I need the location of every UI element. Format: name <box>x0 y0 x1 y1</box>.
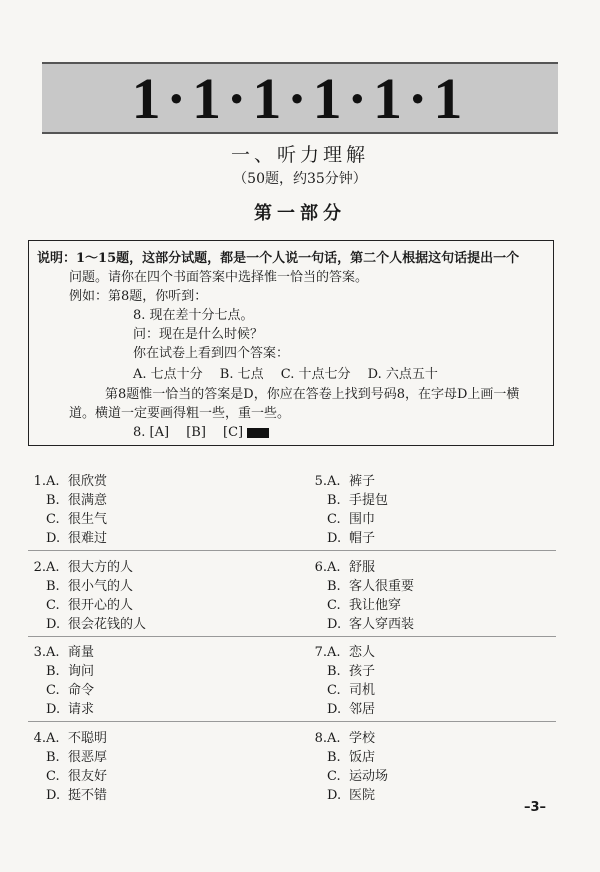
option-text: 不聪明 <box>68 731 108 746</box>
option-text: 手提包 <box>349 493 389 508</box>
instruction-line: 说明：1～15题，这部分试题，都是一个人说一句话，第二个人根据这句话提出一个 <box>37 251 520 266</box>
option-letter: A. <box>46 731 60 746</box>
option-letter: C. <box>46 683 60 698</box>
option-text: 舒服 <box>349 560 376 575</box>
example-answer-row <box>133 423 269 442</box>
option-letter: D. <box>46 788 61 803</box>
option-letter: C. <box>46 512 60 527</box>
option-letter: D. <box>327 531 342 546</box>
option-letter: A. <box>327 560 341 575</box>
option-text: 裤子 <box>349 474 376 489</box>
question-number: 6. <box>314 560 327 575</box>
question-number: 1. <box>33 474 46 489</box>
question-block <box>14 643 94 719</box>
option-letter: B. <box>46 493 60 508</box>
option-letter: D. <box>46 702 61 717</box>
option-letter: C. <box>327 769 341 784</box>
option-letter: B. <box>46 750 60 765</box>
question-block <box>295 729 388 805</box>
option-text: 很满意 <box>68 493 108 508</box>
option-text: 邻居 <box>349 702 376 717</box>
option-text: 很开心的人 <box>68 598 134 613</box>
option-letter: D. <box>327 617 342 632</box>
divider <box>28 636 556 637</box>
option-text: 很大方的人 <box>68 560 134 575</box>
option-text: 我让他穿 <box>349 598 402 613</box>
banner-text: 1·1·1·1·1·1 <box>131 65 469 131</box>
question-block <box>14 472 107 548</box>
question-number: 3. <box>33 645 46 660</box>
option-letter: B. <box>327 750 341 765</box>
option-text: 很友好 <box>68 769 108 784</box>
option-text: 请求 <box>68 702 95 717</box>
option-text: 围巾 <box>349 512 376 527</box>
option-text: 很恶厚 <box>68 750 108 765</box>
option-text: 医院 <box>349 788 376 803</box>
option-text: 很难过 <box>68 531 108 546</box>
option-letter: B. <box>46 664 60 679</box>
option-letter: C. <box>327 512 341 527</box>
divider <box>28 550 556 551</box>
option-letter: B. <box>327 664 341 679</box>
option-letter: A. <box>327 645 341 660</box>
question-number: 5. <box>314 474 327 489</box>
option-letter: C. <box>327 683 341 698</box>
option-letter: D. <box>327 702 342 717</box>
instruction-line: 8. 现在差十分七点。 <box>133 308 254 323</box>
option-text: 客人穿西装 <box>349 617 415 632</box>
question-number: 4. <box>33 731 46 746</box>
instruction-line: 问题。请你在四个书面答案中选择惟一恰当的答案。 <box>69 270 369 285</box>
option-text: 恋人 <box>349 645 376 660</box>
instruction-line: 你在试卷上看到四个答案： <box>133 346 290 361</box>
section-subtitle: （50题，约35分钟） <box>233 171 367 187</box>
option-text: 很小气的人 <box>68 579 134 594</box>
option-letter: B. <box>46 579 60 594</box>
option-letter: B. <box>327 579 341 594</box>
question-number: 7. <box>314 645 327 660</box>
option-text: 询问 <box>68 664 95 679</box>
instructions-box <box>28 240 554 446</box>
option-text: 商量 <box>68 645 95 660</box>
option-text: 很会花钱的人 <box>68 617 147 632</box>
option-text: 司机 <box>349 683 376 698</box>
option-letter: A. <box>46 474 60 489</box>
filled-answer-mark <box>247 428 269 438</box>
option-text: 命令 <box>68 683 95 698</box>
option-letter: A. <box>46 560 60 575</box>
question-block <box>295 643 375 719</box>
option-text: 很欣赏 <box>68 474 108 489</box>
option-letter: D. <box>46 617 61 632</box>
chapter-banner <box>42 62 558 134</box>
option-text: 很生气 <box>68 512 108 527</box>
instruction-line: 例如：第8题，你听到： <box>69 289 208 304</box>
instruction-line: A. 七点十分 B. 七点 C. 十点七分 D. 六点五十 <box>133 367 438 382</box>
question-number: 2. <box>33 560 46 575</box>
option-letter: A. <box>327 731 341 746</box>
option-letter: D. <box>327 788 342 803</box>
option-letter: C. <box>327 598 341 613</box>
question-number: 8. <box>314 731 327 746</box>
option-text: 孩子 <box>349 664 376 679</box>
section-title: 一、听力理解 <box>230 144 369 166</box>
question-block <box>14 558 146 634</box>
instruction-line: 道。横道一定要画得粗一些，重一些。 <box>69 406 291 421</box>
instruction-line: 问：现在是什么时候？ <box>133 327 264 342</box>
option-letter: D. <box>46 531 61 546</box>
option-text: 学校 <box>349 731 376 746</box>
option-text: 帽子 <box>349 531 376 546</box>
instruction-line: 第8题惟一恰当的答案是D，你应在答卷上找到号码8，在字母D上画一横 <box>105 387 520 402</box>
example-answer-text: 8. [A] [B] [C] <box>133 425 244 440</box>
option-text: 客人很重要 <box>349 579 415 594</box>
option-text: 挺不错 <box>68 788 108 803</box>
divider <box>28 721 556 722</box>
question-block <box>14 729 107 805</box>
option-text: 饭店 <box>349 750 376 765</box>
question-block <box>295 472 388 548</box>
option-letter: C. <box>46 769 60 784</box>
part-title: 第一部分 <box>254 203 346 224</box>
option-letter: A. <box>327 474 341 489</box>
option-letter: A. <box>46 645 60 660</box>
option-letter: B. <box>327 493 341 508</box>
page-number: –3– <box>524 800 547 815</box>
option-text: 运动场 <box>349 769 389 784</box>
option-letter: C. <box>46 598 60 613</box>
question-block <box>295 558 414 634</box>
